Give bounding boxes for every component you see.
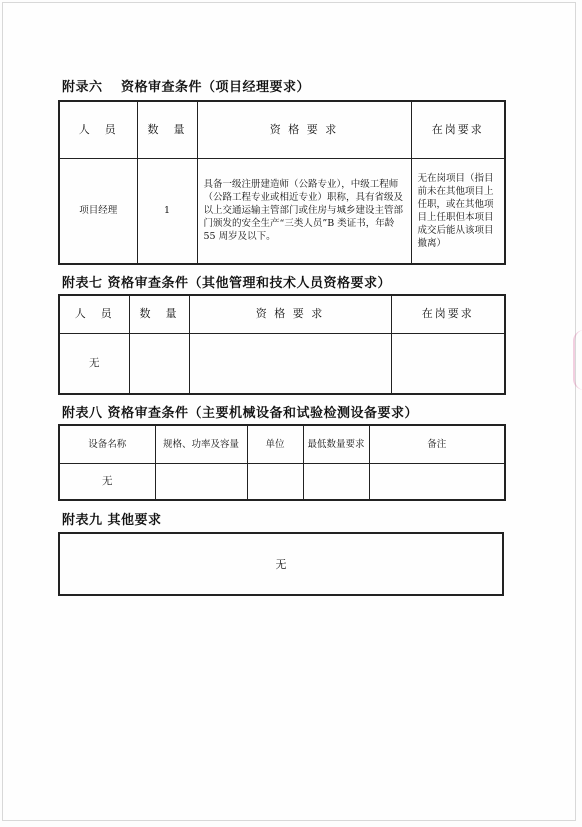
cell: 无 xyxy=(59,333,129,394)
appendix9-title: 附表九 其他要求 xyxy=(62,513,162,528)
header-quantity: 数 量 xyxy=(129,295,189,333)
header-personnel: 人 员 xyxy=(59,101,137,158)
cell xyxy=(189,333,391,394)
header-min-quantity: 最低数量要求 xyxy=(303,425,369,463)
cell xyxy=(247,463,303,500)
seal-edge-mark xyxy=(573,330,582,390)
cell xyxy=(369,463,505,500)
header-unit: 单位 xyxy=(247,425,303,463)
table-row xyxy=(59,158,505,264)
header-remarks: 备注 xyxy=(369,425,505,463)
appendix6-table xyxy=(58,100,506,265)
cell xyxy=(303,463,369,500)
other-requirements-text: 无 xyxy=(275,558,287,571)
cell xyxy=(391,333,505,394)
header-personnel: 人 员 xyxy=(59,295,129,333)
table-row xyxy=(59,333,505,394)
header-qualification: 资 格 要 求 xyxy=(189,295,391,333)
role-cell: 项目经理 xyxy=(59,158,137,264)
header-quantity: 数 量 xyxy=(137,101,197,158)
table-row xyxy=(59,463,505,500)
appendix6-title: 附录六 资格审查条件（项目经理要求） xyxy=(62,80,311,95)
header-onsite: 在岗要求 xyxy=(411,101,505,158)
appendix8-table xyxy=(58,424,506,501)
cell xyxy=(155,463,247,500)
cell: 无 xyxy=(59,463,155,500)
appendix7-table xyxy=(58,294,506,395)
other-requirements-box xyxy=(58,532,504,596)
onsite-cell: 无在岗项目（指目前未在其他项目上任职，或在其他项目上任职但本项目成交后能从该项目撤离） xyxy=(411,158,505,264)
header-onsite: 在岗要求 xyxy=(391,295,505,333)
table-header-row xyxy=(59,101,505,158)
table-header-row xyxy=(59,425,505,463)
count-cell: 1 xyxy=(137,158,197,264)
header-equipment-name: 设备名称 xyxy=(59,425,155,463)
cell xyxy=(129,333,189,394)
qualification-cell: 具备一级注册建造师（公路专业），中级工程师（公路工程专业或相近专业）职称，具有省级及以上交通运输主管部门或住房与城乡建设主管部门颁发的安全生产“三类人员”B 类证书，年龄 55 周岁及以下。 xyxy=(197,158,411,264)
header-qualification: 资 格 要 求 xyxy=(197,101,411,158)
table-header-row xyxy=(59,295,505,333)
appendix8-title: 附表八 资格审查条件（主要机械设备和试验检测设备要求） xyxy=(62,406,419,421)
appendix7-title: 附表七 资格审查条件（其他管理和技术人员资格要求） xyxy=(62,276,392,291)
header-spec: 规格、功率及容量 xyxy=(155,425,247,463)
